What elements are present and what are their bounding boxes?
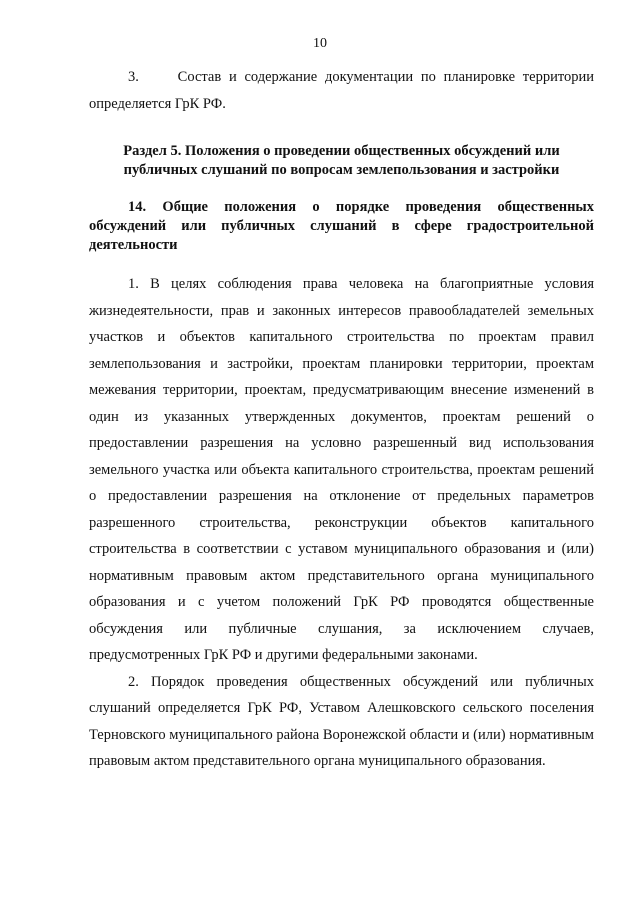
paragraph-1: 1. В целях соблюдения права человека на благоприятные условия жизнедеятельности, прав и законных интересов правообладателей земельных участков и объектов капитального строительства по проектам правил землепользования и застройки, проектам планировки территории, проектам межевания территории, проектам, предусматривающим внесение изменений в один из указанных утвержденных документов, проектам решений о предоставлении разрешения на условно разрешенный вид использования земельного участка или объекта капитального строительства, проектам решений о предоставлении разрешения на отклонение от предельных параметров разрешенного строительства, реконструкции объектов капитального строительства в соответствии с уставом муниципального образования и (или) нормативным правовым актом представительного органа муниципального образования и с учетом положений ГрК РФ проводятся общественные обсуждения или публичные слушания, за исключением случаев, предусмотренных ГрК РФ и другими федеральными законами. [89, 276, 594, 663]
paragraph-item-3: 3. Состав и содержание документации по планировке территории определяется ГрК РФ. [89, 69, 594, 112]
paragraph-2: 2. Порядок проведения общественных обсуждений или публичных слушаний определяется ГрК РФ, Уставом Алешковского сельского поселения Терновского муниципального района Воронежской области и (или) нормативным правовым актом представительного органа муниципального образования. [89, 673, 594, 769]
page-number: 10 [313, 36, 327, 51]
section-heading: Раздел 5. Положения о проведении общественных обсуждений или публичных слушаний по вопросам землепользования и застройки [123, 143, 560, 178]
page-content [89, 64, 594, 775]
article-heading: 14. Общие положения о порядке проведения общественных обсуждений или публичных слушаний в сфере градостроительной деятельности [89, 199, 594, 253]
